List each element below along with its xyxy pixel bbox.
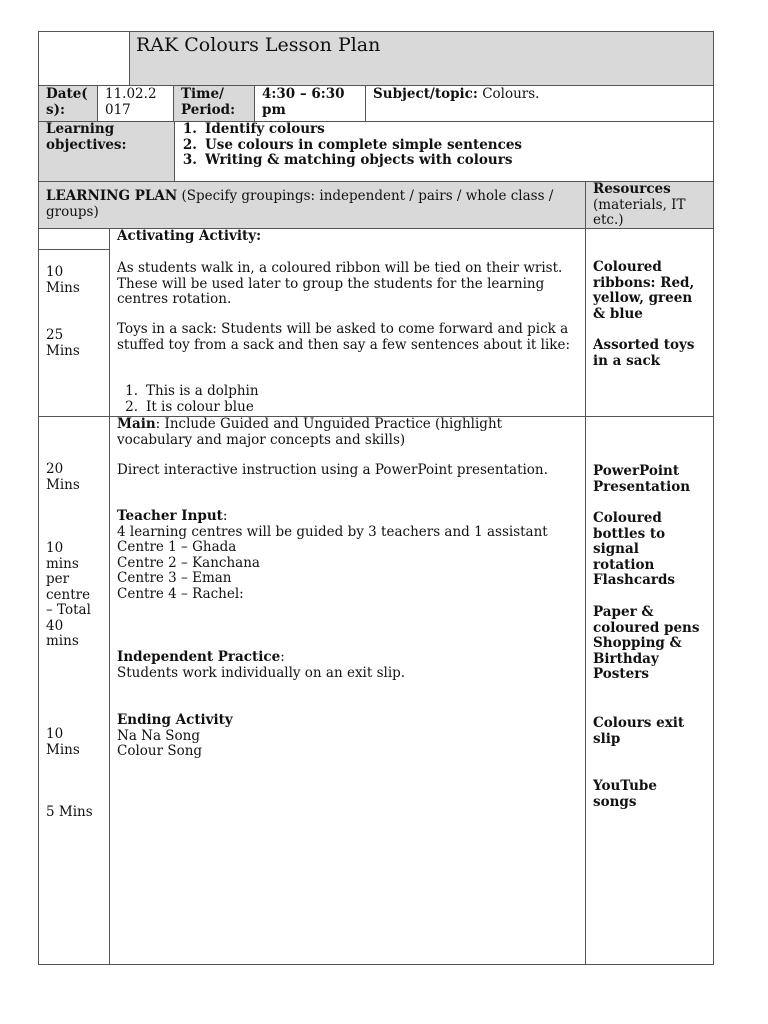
resource-toys: Assorted toys in a sack <box>593 337 695 369</box>
ending-heading: Ending Activity <box>117 712 233 728</box>
teacher-line: 4 learning centres will be guided by 3 teachers and 1 assistant <box>117 523 548 540</box>
time-10-mins: 10 Mins <box>46 264 80 296</box>
resource-powerpoint: PowerPoint Presentation <box>593 463 691 495</box>
time-label: Time/ Period: <box>181 86 236 118</box>
direct-instruction: Direct interactive instruction using a PowerPoint presentation. <box>117 462 548 478</box>
independent-heading: Independent Practice <box>117 649 281 665</box>
title-cell <box>129 31 714 86</box>
time-value-cell <box>254 85 366 122</box>
ending-line: Na Na Song <box>117 727 201 744</box>
teacher-line: Centre 3 – Eman <box>117 570 232 586</box>
resource-ribbons: Coloured ribbons: Red, yellow, green & blue <box>593 259 695 322</box>
date-label-cell <box>38 85 98 122</box>
s2-content-cell <box>109 416 586 965</box>
activating-para1: As students walk in, a coloured ribbon will be tied on their wrist. These will be used later to group the students for the learning centres rotation. <box>117 260 563 307</box>
time-20-mins: 20 Mins <box>46 461 80 493</box>
s1-resources-cell <box>585 228 714 417</box>
subject-value: Colours. <box>482 86 540 102</box>
resources-header-label: Resources (materials, IT etc.) <box>593 181 686 228</box>
date-value-cell <box>97 85 174 122</box>
resource-youtube: YouTube songs <box>593 778 657 810</box>
s1-time-divider <box>39 249 110 250</box>
resource-exit-slip: Colours exit slip <box>593 715 685 747</box>
objectives-list <box>175 122 522 169</box>
objectives-label: Learning objectives: <box>46 121 127 153</box>
s2-time-cell <box>38 416 110 965</box>
list-item: 2. It is colour blue <box>125 398 254 415</box>
s2-resources-cell <box>585 416 714 965</box>
objective-item: 3. Writing & matching objects with colours <box>182 152 513 168</box>
resource-bottles: Coloured bottles to signal rotation Flashcards <box>593 510 675 588</box>
objectives-label-cell <box>38 121 175 182</box>
title-left-cell <box>38 31 130 86</box>
objective-item: 2. Use colours in complete simple sentences <box>182 136 523 153</box>
time-value: 4:30 – 6:30 pm <box>262 86 345 118</box>
teacher-line: Centre 2 – Kanchana <box>117 554 260 571</box>
objective-item: 1. Identify colours <box>182 121 325 137</box>
s1-time-cell <box>38 228 110 417</box>
activating-list <box>116 384 259 415</box>
independent-practice: Independent Practice: Students work individually on an exit slip. <box>117 649 406 681</box>
activating-heading: Activating Activity: <box>117 228 262 244</box>
learning-plan-header <box>38 181 586 229</box>
teacher-input-heading: Teacher Input <box>117 508 223 524</box>
time-10-mins-end: 10 Mins <box>46 726 80 758</box>
resources-header <box>585 181 714 229</box>
subject-cell <box>365 85 714 122</box>
main-description: Main: Include Guided and Unguided Practice (highlight vocabulary and major concepts and skills) <box>117 416 503 448</box>
teacher-input: Teacher Input: 4 learning centres will be guided by 3 teachers and 1 assistant Centre 1 – Ghada Centre 2 – Kanchana Centre 3 – Eman Centre 4 – Rachel: <box>117 508 548 602</box>
ending-activity <box>117 713 233 760</box>
list-item: 1. This is a dolphin <box>125 383 259 399</box>
teacher-line: Centre 1 – Ghada <box>117 539 237 555</box>
ending-line: Colour Song <box>117 743 203 759</box>
subject-label: Subject/topic: <box>373 86 478 102</box>
independent-text: Students work individually on an exit slip. <box>117 664 406 681</box>
teacher-line: Centre 4 – Rachel: <box>117 585 244 602</box>
date-label: Date( s): <box>46 86 88 118</box>
s1-content-cell <box>109 228 586 417</box>
time-centre-mins: 10 mins per centre – Total 40 mins <box>46 540 91 649</box>
page-title: RAK Colours Lesson Plan <box>136 34 381 56</box>
objectives-cell <box>174 121 714 182</box>
activating-para2: Toys in a sack: Students will be asked to come forward and pick a stuffed toy from a sack and then say a few sentences about it like: <box>117 321 570 353</box>
date-value: 11.02.2 017 <box>105 86 157 118</box>
resource-paper-pens: Paper & coloured pens Shopping & Birthday Posters <box>593 604 700 682</box>
subject-line <box>373 87 539 103</box>
time-5-mins: 5 Mins <box>46 804 93 820</box>
time-25-mins: 25 Mins <box>46 327 80 359</box>
time-label-cell <box>173 85 255 122</box>
learning-plan-label: LEARNING PLAN (Specify groupings: independent / pairs / whole class / groups) <box>46 188 554 220</box>
